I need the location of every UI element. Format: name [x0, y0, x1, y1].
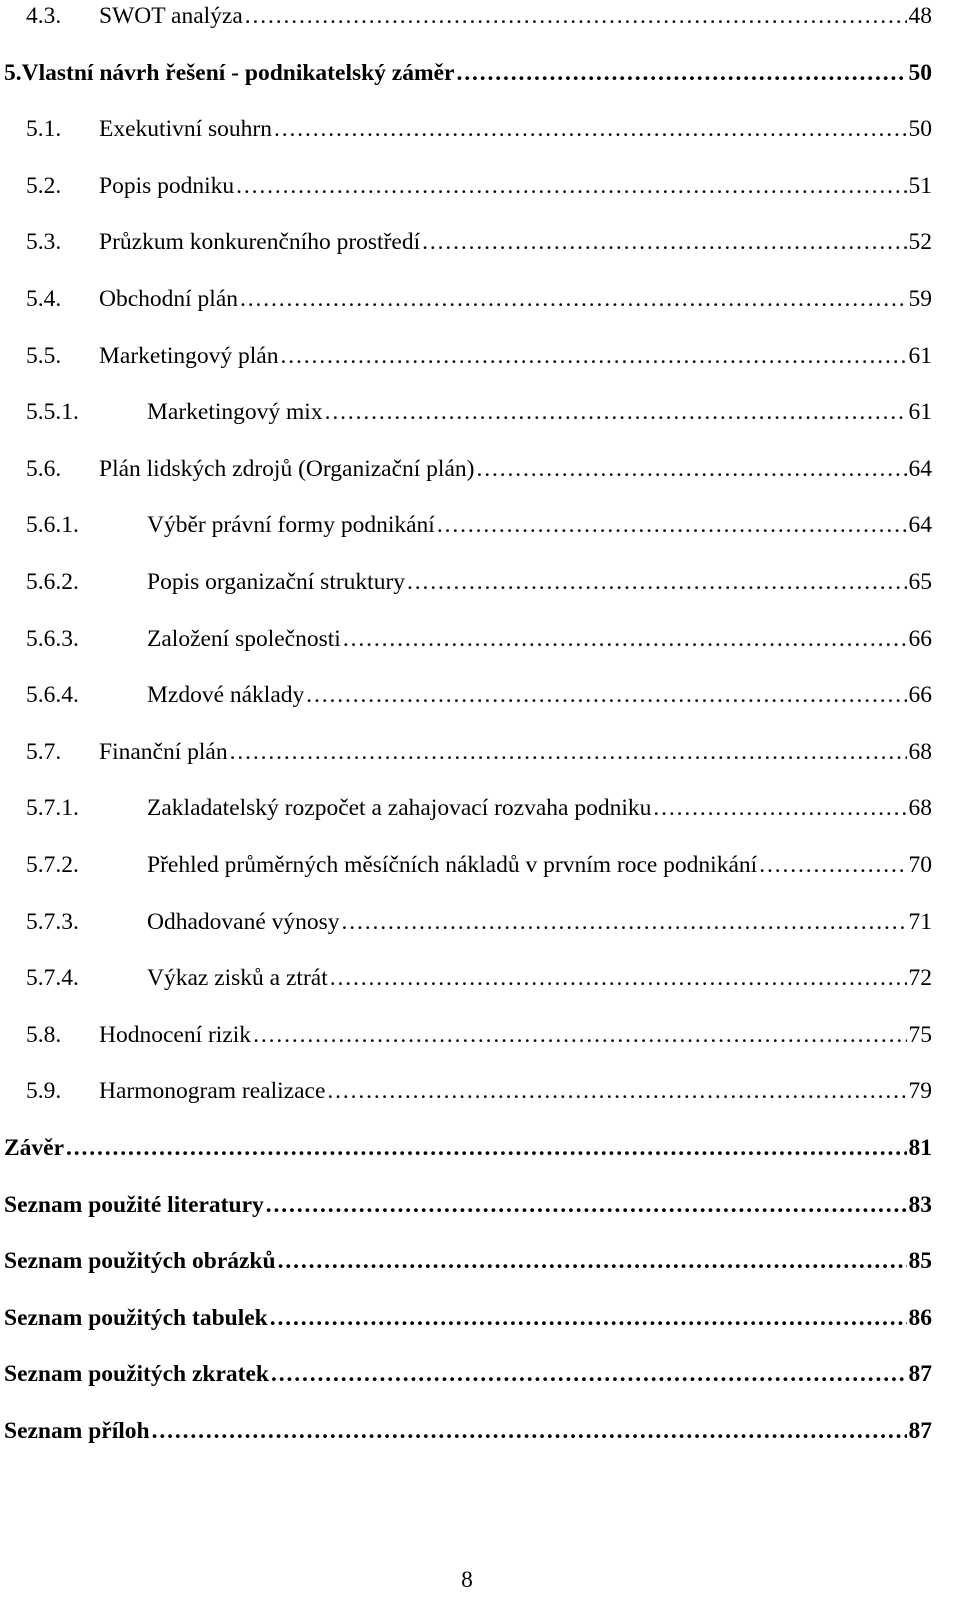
toc-row — [0, 1358, 960, 1398]
toc-entry-number: 5.4. — [26, 286, 62, 312]
toc-row — [0, 0, 960, 40]
toc-entry-number: 5.7.2. — [26, 852, 79, 878]
toc-entry-page: 79 — [908, 1078, 932, 1105]
toc-entry-title: Výkaz zisků a ztrát — [147, 965, 328, 992]
toc-entry[interactable] — [26, 113, 932, 145]
toc-dot-leader — [422, 226, 906, 258]
toc-entry-title: SWOT analýza — [99, 3, 243, 29]
toc-entry-title: Založení společnosti — [147, 625, 341, 652]
toc-row — [0, 1415, 960, 1455]
toc-dot-leader — [266, 1189, 907, 1221]
toc-row — [0, 679, 960, 719]
toc-entry-page: 70 — [908, 852, 932, 878]
toc-dot-leader — [245, 0, 907, 32]
toc-entry-title: Zakladatelský rozpočet a zahajovací rozvaha podniku — [147, 795, 652, 822]
toc-row — [0, 340, 960, 380]
toc-dot-leader — [343, 623, 907, 655]
toc-row — [0, 623, 960, 663]
toc-entry-number: 5.6.4. — [26, 682, 79, 709]
toc-row — [0, 906, 960, 946]
toc-entry-page: 86 — [908, 1304, 932, 1331]
toc-entry[interactable] — [26, 849, 932, 881]
toc-entry-number: 5.9. — [26, 1078, 62, 1105]
toc-entry[interactable] — [26, 340, 932, 372]
toc-entry[interactable] — [26, 679, 932, 711]
toc-entry-title: Výběr právní formy podnikání — [147, 512, 435, 539]
toc-dot-leader — [230, 736, 907, 768]
toc-entry[interactable] — [26, 226, 932, 258]
toc-entry-page: 61 — [908, 399, 932, 426]
toc-entry-title: Exekutivní souhrn — [99, 116, 272, 143]
toc-row — [0, 1302, 960, 1342]
toc-dot-leader — [274, 113, 907, 145]
toc-row — [0, 566, 960, 606]
toc-entry-page: 68 — [908, 795, 932, 822]
toc-entry-title: Vlastní návrh řešení - podnikatelský záměr — [21, 59, 455, 86]
toc-entry-title: Harmonogram realizace — [99, 1078, 326, 1105]
toc-entry-title: Seznam použitých zkratek — [4, 1361, 270, 1388]
toc-entry-number: 5.5. — [26, 342, 62, 369]
toc-row — [0, 57, 960, 97]
toc-entry-title: Průzkum konkurenčního prostředí — [99, 229, 421, 256]
toc-entry-title: Finanční plán — [99, 738, 228, 765]
toc-entry-number: 5.1. — [26, 116, 62, 143]
toc-entry[interactable] — [4, 1415, 932, 1447]
toc-entry-page: 68 — [908, 738, 932, 765]
toc-entry-page: 66 — [908, 682, 932, 709]
toc-dot-leader — [306, 679, 906, 711]
toc-entry-number: 5.7.1. — [26, 795, 79, 822]
toc-entry[interactable] — [26, 509, 932, 541]
toc-entry-number: 5.6. — [26, 455, 62, 482]
toc-row — [0, 170, 960, 210]
toc-row — [0, 792, 960, 832]
toc-entry-page: 64 — [908, 455, 932, 482]
toc-dot-leader — [66, 1132, 906, 1164]
toc-entry-title: Mzdové náklady — [147, 682, 305, 709]
toc-row — [0, 736, 960, 776]
toc-row — [0, 453, 960, 493]
toc-entry-page: 64 — [908, 512, 932, 539]
toc-entry-number: 5.3. — [26, 229, 62, 256]
toc-entry[interactable] — [26, 1019, 932, 1051]
toc-entry-title: Hodnocení rizik — [99, 1021, 252, 1048]
toc-entry-number: 5.5.1. — [26, 399, 79, 426]
toc-entry-page: 51 — [908, 172, 932, 199]
toc-entry-title: Seznam použitých tabulek — [4, 1304, 268, 1331]
toc-entry-page: 66 — [908, 625, 932, 652]
toc-entry-title: Marketingový plán — [99, 342, 279, 369]
toc-row — [0, 509, 960, 549]
toc-entry[interactable] — [4, 1358, 932, 1390]
toc-entry[interactable] — [26, 792, 932, 824]
toc-entry[interactable] — [26, 283, 932, 315]
toc-entry-page: 61 — [908, 342, 932, 369]
toc-dot-leader — [407, 566, 906, 598]
toc-dot-leader — [270, 1302, 907, 1334]
toc-row — [0, 962, 960, 1002]
toc-entry-number: 5.7.3. — [26, 908, 79, 935]
toc-entry-page: 83 — [908, 1191, 932, 1218]
toc-entry[interactable] — [26, 1075, 932, 1107]
toc-entry-title: Přehled průměrných měsíčních nákladů v prvním roce podnikání — [147, 852, 758, 878]
toc-entry[interactable] — [26, 0, 932, 32]
toc-entry-page: 48 — [908, 3, 932, 29]
toc-entry-title: Seznam použité literatury — [4, 1191, 264, 1218]
toc-entry-title: Plán lidských zdrojů (Organizační plán) — [99, 455, 475, 482]
toc-row — [0, 283, 960, 323]
toc-dot-leader — [152, 1415, 907, 1447]
toc-entry-page: 71 — [908, 908, 932, 935]
toc-entry[interactable] — [26, 736, 932, 768]
toc-entry-number: 5. — [4, 59, 22, 86]
toc-entry-page: 59 — [908, 286, 932, 312]
toc-entry-number: 4.3. — [26, 3, 62, 29]
toc-dot-leader — [653, 792, 906, 824]
toc-entry[interactable] — [26, 962, 932, 994]
toc-entry[interactable] — [26, 453, 932, 485]
toc-entry[interactable] — [4, 1245, 932, 1277]
toc-row — [0, 396, 960, 436]
toc-entry-number: 5.6.1. — [26, 512, 79, 539]
toc-entry-page: 52 — [908, 229, 932, 256]
toc-row — [0, 113, 960, 153]
toc-dot-leader — [456, 57, 906, 89]
toc-entry-number: 5.7. — [26, 738, 62, 765]
toc-row — [0, 1245, 960, 1285]
toc-entry-number: 5.8. — [26, 1021, 62, 1048]
toc-entry-page: 85 — [908, 1248, 932, 1275]
toc-row — [0, 849, 960, 889]
toc-entry-title: Popis podniku — [99, 172, 235, 199]
toc-dot-leader — [759, 849, 906, 881]
toc-entry[interactable] — [26, 566, 932, 598]
toc-row — [0, 1189, 960, 1229]
toc-entry-number: 5.7.4. — [26, 965, 79, 992]
toc-row — [0, 1075, 960, 1115]
toc-entry[interactable] — [26, 170, 932, 202]
toc-dot-leader — [325, 396, 907, 428]
toc-dot-leader — [327, 1075, 906, 1107]
toc-entry[interactable] — [4, 1189, 932, 1221]
toc-row — [0, 226, 960, 266]
toc-entry-title: Závěr — [4, 1135, 65, 1161]
toc-entry-title: Odhadované výnosy — [147, 908, 340, 935]
toc-dot-leader — [342, 906, 907, 938]
toc-entry[interactable] — [4, 1132, 932, 1164]
toc-entry[interactable] — [4, 57, 932, 89]
toc-dot-leader — [271, 1358, 906, 1390]
toc-entry-page: 87 — [908, 1361, 932, 1388]
toc-entry-number: 5.6.3. — [26, 625, 79, 652]
toc-dot-leader — [236, 170, 906, 202]
toc-entry-title: Popis organizační struktury — [147, 569, 406, 595]
toc-entry-title: Seznam použitých obrázků — [4, 1248, 276, 1275]
toc-entry[interactable] — [4, 1302, 932, 1334]
toc-entry-title: Marketingový mix — [147, 399, 323, 426]
toc-dot-leader — [253, 1019, 906, 1051]
toc-entry[interactable] — [26, 623, 932, 655]
toc-dot-leader — [280, 340, 906, 372]
toc-entry[interactable] — [26, 396, 932, 428]
toc-dot-leader — [437, 509, 907, 541]
toc-entry-page: 72 — [908, 965, 932, 992]
toc-entry[interactable] — [26, 906, 932, 938]
toc-entry-page: 81 — [908, 1135, 932, 1161]
toc-entry-page: 65 — [908, 569, 932, 595]
toc-entry-title: Obchodní plán — [99, 286, 239, 312]
toc-dot-leader — [330, 962, 907, 994]
toc-row — [0, 1019, 960, 1059]
page-number: 8 — [461, 1567, 473, 1593]
toc-entry-number: 5.2. — [26, 172, 62, 199]
toc-entry-title: Seznam příloh — [4, 1418, 150, 1444]
toc-entry-page: 50 — [908, 59, 932, 86]
toc-entry-page: 50 — [908, 116, 932, 143]
toc-entry-number: 5.6.2. — [26, 569, 79, 595]
toc-row — [0, 1132, 960, 1172]
toc-dot-leader — [278, 1245, 907, 1277]
toc-dot-leader — [240, 283, 906, 315]
toc-entry-page: 75 — [908, 1021, 932, 1048]
toc-entry-page: 87 — [908, 1418, 932, 1444]
toc-dot-leader — [476, 453, 906, 485]
